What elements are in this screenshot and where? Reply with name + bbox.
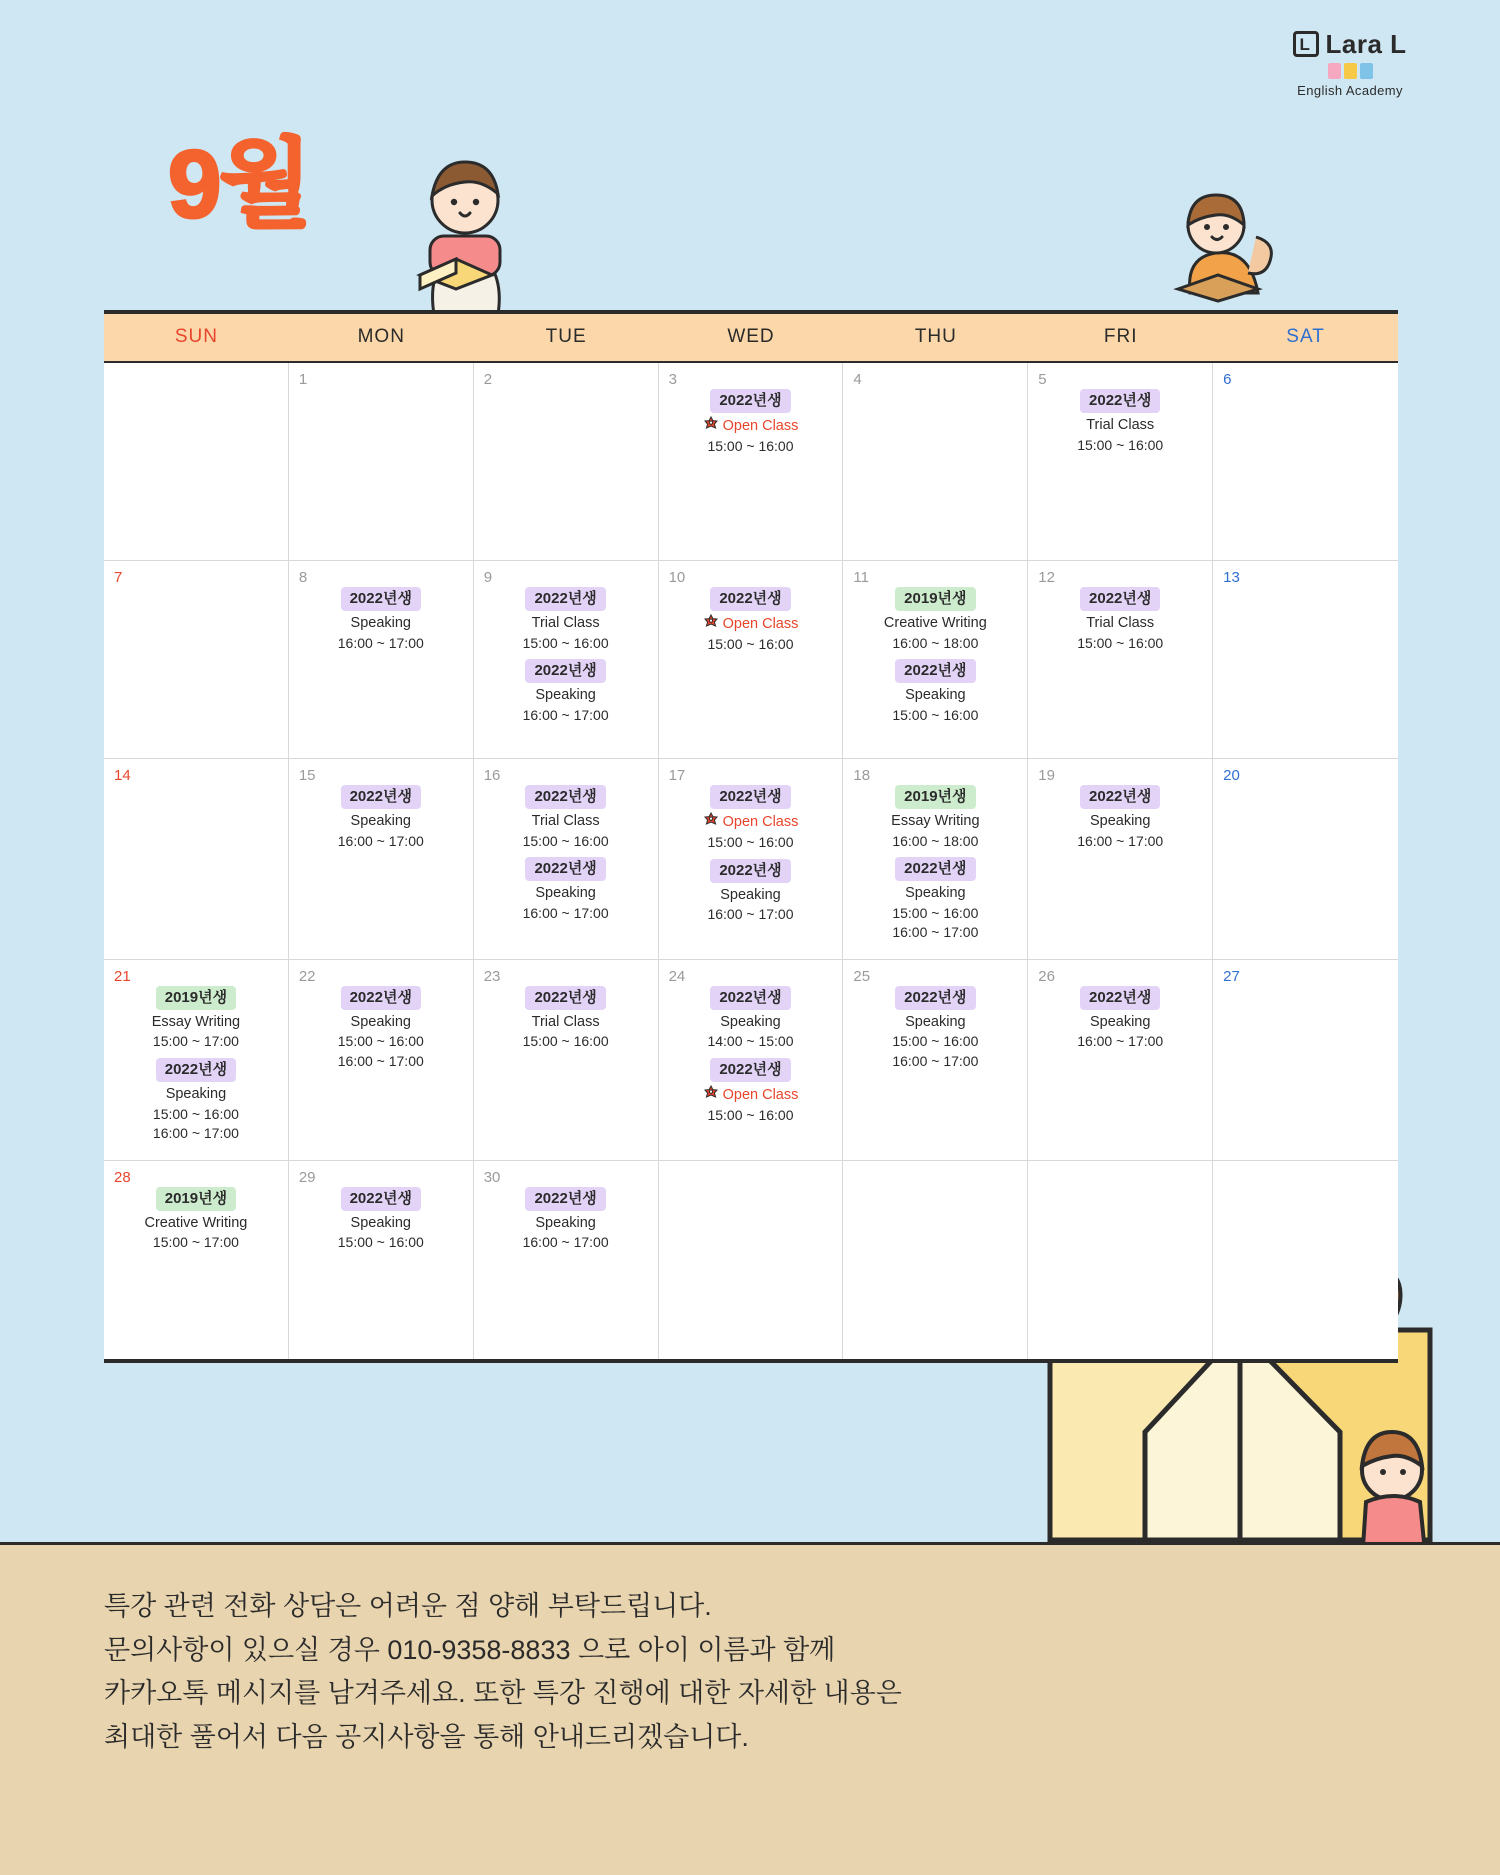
- calendar-event[interactable]: [295, 1187, 467, 1253]
- calendar-week: [104, 561, 1398, 759]
- event-time: 15:00 ~ 16:00: [337, 1234, 424, 1251]
- event-time: 15:00 ~ 16:00: [522, 1033, 609, 1050]
- event-title: Speaking: [905, 1013, 966, 1030]
- calendar-day-cell[interactable]: [289, 1161, 474, 1359]
- calendar-event[interactable]: [665, 986, 837, 1052]
- event-time: 16:00 ~ 17:00: [337, 634, 424, 651]
- star-icon: [703, 1085, 719, 1106]
- calendar-empty-cell: [104, 363, 289, 561]
- event-title: Open Class: [722, 615, 799, 632]
- calendar-weeks: [104, 363, 1398, 1359]
- day-events: [295, 986, 467, 1072]
- event-title: Speaking: [720, 886, 781, 903]
- calendar-day-cell[interactable]: [659, 759, 844, 960]
- day-events: [849, 587, 1021, 725]
- event-age-tag: 2022년생: [1080, 389, 1160, 413]
- day-events: [665, 587, 837, 655]
- calendar-week: [104, 1161, 1398, 1359]
- event-age-tag: 2022년생: [1080, 587, 1160, 611]
- calendar-day-cell[interactable]: [1028, 561, 1213, 759]
- day-number: 23: [483, 967, 501, 985]
- calendar-event[interactable]: [295, 986, 467, 1072]
- event-time: 16:00 ~ 17:00: [522, 706, 609, 723]
- event-time: 15:00 ~ 16:00: [892, 706, 979, 723]
- calendar-event[interactable]: [1034, 986, 1206, 1052]
- calendar-event[interactable]: [110, 986, 282, 1052]
- calendar-empty-cell: [843, 1161, 1028, 1359]
- event-age-tag: 2022년생: [1080, 986, 1160, 1010]
- day-number: 11: [853, 569, 869, 586]
- calendar-day-cell[interactable]: [659, 960, 844, 1161]
- event-title: Trial Class: [531, 1013, 600, 1030]
- calendar-event[interactable]: [110, 1187, 282, 1253]
- event-title: Speaking: [535, 687, 596, 704]
- event-title: Speaking: [1089, 813, 1151, 829]
- event-title: Trial Class: [531, 615, 600, 631]
- event-time: 16:00 ~ 17:00: [892, 924, 979, 941]
- event-title: Essay Writing: [891, 813, 980, 829]
- event-title: Speaking: [720, 1013, 781, 1030]
- event-time: 16:00 ~ 18:00: [892, 832, 979, 849]
- notice-line-4: 최대한 풀어서 다음 공지사항을 통해 안내드리겠습니다.: [104, 1722, 749, 1753]
- weekday-tue: TUE: [545, 326, 587, 347]
- calendar-day-cell[interactable]: [289, 759, 474, 960]
- event-title: Trial Class: [531, 813, 600, 829]
- day-events: [849, 785, 1021, 943]
- day-number: 19: [1038, 767, 1055, 784]
- event-age-tag: 2019년생: [156, 986, 236, 1010]
- event-title: Speaking: [535, 1214, 596, 1231]
- event-age-tag: 2022년생: [525, 1187, 605, 1211]
- day-number: 17: [668, 767, 686, 784]
- day-events: [1034, 785, 1206, 851]
- event-age-tag: 2022년생: [1080, 785, 1160, 809]
- event-time: 15:00 ~ 16:00: [707, 636, 794, 652]
- notice-text: [104, 1585, 1054, 1760]
- calendar-day-cell[interactable]: [843, 960, 1028, 1161]
- event-time: 14:00 ~ 15:00: [707, 1033, 794, 1050]
- event-time: 15:00 ~ 16:00: [152, 1105, 239, 1122]
- event-age-tag: 2022년생: [341, 986, 421, 1010]
- calendar-empty-cell: [1213, 1161, 1398, 1359]
- event-title: Open Class: [722, 417, 799, 434]
- day-events: [665, 785, 837, 925]
- event-age-tag: 2022년생: [710, 587, 790, 611]
- calendar-event[interactable]: [295, 587, 467, 653]
- day-events: [665, 389, 837, 457]
- day-events: [295, 1187, 467, 1253]
- day-number: 30: [483, 1168, 501, 1186]
- calendar-empty-cell: [659, 1161, 844, 1359]
- event-time: 16:00 ~ 17:00: [892, 1053, 979, 1070]
- logo-badge-letter: L: [1293, 31, 1319, 57]
- calendar-day-cell[interactable]: [104, 561, 289, 759]
- day-events: [1034, 587, 1206, 653]
- event-time: 16:00 ~ 17:00: [337, 1053, 424, 1070]
- calendar-day-cell[interactable]: [1028, 960, 1213, 1161]
- calendar-day-cell[interactable]: [474, 960, 659, 1161]
- event-age-tag: 2022년생: [710, 1058, 790, 1082]
- notice-line-3: 카카오톡 메시지를 남겨주세요. 또한 특강 진행에 대한 자세한 내용은: [104, 1678, 902, 1709]
- event-time: 16:00 ~ 17:00: [1077, 832, 1164, 849]
- day-number: 28: [114, 1168, 131, 1186]
- calendar-event[interactable]: [110, 1058, 282, 1144]
- calendar-day-cell[interactable]: [474, 363, 659, 561]
- calendar-day-cell[interactable]: [104, 1161, 289, 1359]
- event-title: Speaking: [350, 1013, 411, 1030]
- weekday-thu: THU: [914, 326, 957, 347]
- open-class-row: [665, 416, 837, 437]
- logo-name: Lara L: [1325, 28, 1407, 59]
- day-events: [1034, 389, 1206, 455]
- event-title: Speaking: [905, 885, 966, 902]
- event-time: 16:00 ~ 17:00: [522, 1234, 609, 1251]
- day-number: 27: [1223, 967, 1240, 985]
- calendar-day-cell[interactable]: [104, 759, 289, 960]
- event-age-tag: 2022년생: [710, 785, 790, 809]
- event-time: 16:00 ~ 17:00: [1077, 1033, 1164, 1050]
- day-number: 18: [853, 767, 871, 784]
- weekday-sat: SAT: [1286, 326, 1325, 347]
- calendar-day-cell[interactable]: [289, 363, 474, 561]
- weekday-mon: MON: [357, 326, 405, 347]
- calendar-event[interactable]: [295, 785, 467, 851]
- calendar-event[interactable]: [849, 986, 1021, 1072]
- event-title: Essay Writing: [151, 1013, 241, 1030]
- calendar-event[interactable]: [665, 389, 837, 457]
- calendar-event[interactable]: [480, 785, 652, 851]
- event-title: Speaking: [350, 813, 411, 829]
- event-time: 16:00 ~ 17:00: [707, 906, 794, 923]
- day-number: 14: [114, 767, 131, 784]
- day-number: 16: [483, 767, 501, 784]
- star-icon: [703, 812, 719, 833]
- event-time: 15:00 ~ 16:00: [707, 438, 794, 454]
- day-number: 1: [298, 371, 308, 388]
- calendar-day-cell[interactable]: [474, 1161, 659, 1359]
- calendar-empty-cell: [1028, 1161, 1213, 1359]
- event-age-tag: 2019년생: [156, 1187, 236, 1211]
- academy-logo: [1240, 28, 1460, 98]
- day-number: 22: [298, 967, 316, 985]
- event-age-tag: 2022년생: [710, 389, 790, 413]
- event-age-tag: 2022년생: [341, 587, 421, 611]
- event-time: 16:00 ~ 17:00: [337, 832, 424, 849]
- day-number: 7: [114, 569, 123, 586]
- calendar-day-cell[interactable]: [1028, 759, 1213, 960]
- calendar-event[interactable]: [1034, 587, 1206, 653]
- day-events: [480, 587, 652, 725]
- calendar-event[interactable]: [480, 857, 652, 923]
- event-age-tag: 2022년생: [710, 859, 790, 883]
- day-events: [295, 587, 467, 653]
- calendar-day-cell[interactable]: [1213, 759, 1398, 960]
- day-number: 9: [483, 569, 493, 586]
- day-number: 29: [298, 1168, 316, 1186]
- day-number: 6: [1223, 371, 1232, 388]
- event-age-tag: 2022년생: [156, 1058, 236, 1082]
- day-number: 13: [1223, 569, 1240, 586]
- event-age-tag: 2022년생: [710, 986, 790, 1010]
- event-title: Speaking: [350, 1214, 411, 1231]
- calendar-week: [104, 363, 1398, 561]
- notice-line-1: 특강 관련 전화 상담은 어려운 점 양해 부탁드립니다.: [104, 1591, 712, 1621]
- calendar-day-cell[interactable]: [659, 363, 844, 561]
- event-time: 15:00 ~ 16:00: [522, 832, 609, 849]
- calendar-event[interactable]: [480, 1187, 652, 1253]
- event-age-tag: 2022년생: [341, 785, 421, 809]
- notice-band: [0, 1542, 1500, 1875]
- day-number: 2: [483, 371, 493, 388]
- event-time: 16:00 ~ 18:00: [892, 634, 979, 651]
- open-class-row: [665, 614, 837, 635]
- event-title: Trial Class: [1086, 417, 1155, 433]
- calendar-event[interactable]: [1034, 785, 1206, 851]
- calendar-week: [104, 960, 1398, 1161]
- event-age-tag: 2022년생: [895, 857, 975, 881]
- notice-line-2: 문의사항이 있으실 경우 010-9358-8833 으로 아이 이름과 함께: [104, 1634, 836, 1665]
- event-age-tag: 2022년생: [525, 587, 605, 611]
- event-time: 15:00 ~ 16:00: [892, 1033, 979, 1050]
- calendar-day-cell[interactable]: [1213, 363, 1398, 561]
- calendar-day-cell[interactable]: [474, 561, 659, 759]
- star-icon: [703, 614, 719, 635]
- event-age-tag: 2022년생: [525, 857, 605, 881]
- event-time: 15:00 ~ 17:00: [152, 1234, 239, 1251]
- event-time: 15:00 ~ 16:00: [1077, 436, 1164, 453]
- event-title: Open Class: [722, 813, 799, 830]
- day-events: [480, 785, 652, 923]
- event-title: Speaking: [905, 687, 966, 704]
- event-time: 15:00 ~ 16:00: [1077, 634, 1164, 651]
- event-time: 15:00 ~ 16:00: [522, 634, 609, 651]
- event-age-tag: 2022년생: [525, 986, 605, 1010]
- calendar-day-cell[interactable]: [289, 561, 474, 759]
- event-time: 15:00 ~ 17:00: [152, 1033, 239, 1050]
- event-time: 15:00 ~ 16:00: [707, 1107, 794, 1124]
- calendar-day-cell[interactable]: [1213, 960, 1398, 1161]
- event-age-tag: 2019년생: [895, 785, 975, 809]
- calendar-day-cell[interactable]: [104, 960, 289, 1161]
- open-class-row: [665, 1085, 837, 1106]
- day-number: 20: [1223, 767, 1240, 784]
- calendar-event[interactable]: [480, 587, 652, 653]
- weekday-fri: FRI: [1103, 326, 1138, 347]
- day-number: 21: [114, 967, 131, 985]
- event-time: 15:00 ~ 16:00: [892, 904, 979, 921]
- day-number: 25: [853, 967, 871, 985]
- day-events: [849, 986, 1021, 1072]
- day-events: [295, 785, 467, 851]
- calendar-event[interactable]: [665, 859, 837, 925]
- calendar-event[interactable]: [849, 659, 1021, 725]
- calendar-event[interactable]: [480, 986, 652, 1052]
- page-title: 9월: [168, 131, 311, 238]
- calendar-day-cell[interactable]: [659, 561, 844, 759]
- calendar-event[interactable]: [480, 659, 652, 725]
- day-events: [110, 1187, 282, 1253]
- weekday-header: [104, 314, 1398, 363]
- day-number: 15: [298, 767, 316, 784]
- calendar-day-cell[interactable]: [1213, 561, 1398, 759]
- day-number: 4: [853, 371, 862, 388]
- day-events: [110, 986, 282, 1144]
- event-age-tag: 2022년생: [895, 659, 975, 683]
- event-time: 15:00 ~ 16:00: [337, 1033, 424, 1050]
- event-title: Creative Writing: [144, 1214, 248, 1231]
- day-events: [480, 1187, 652, 1253]
- event-age-tag: 2022년생: [525, 659, 605, 683]
- calendar-event[interactable]: [849, 857, 1021, 943]
- event-title: Speaking: [535, 885, 596, 902]
- event-title: Speaking: [165, 1086, 227, 1103]
- calendar-event[interactable]: [665, 785, 837, 853]
- calendar-event[interactable]: [665, 587, 837, 655]
- event-age-tag: 2022년생: [525, 785, 605, 809]
- day-number: 5: [1038, 371, 1047, 388]
- event-age-tag: 2022년생: [895, 986, 975, 1010]
- open-class-row: [665, 812, 837, 833]
- event-time: 15:00 ~ 16:00: [707, 834, 794, 850]
- calendar-day-cell[interactable]: [1028, 363, 1213, 561]
- event-time: 16:00 ~ 17:00: [152, 1125, 239, 1142]
- calendar-day-cell[interactable]: [843, 759, 1028, 960]
- calendar-day-cell[interactable]: [843, 561, 1028, 759]
- event-title: Creative Writing: [883, 615, 987, 631]
- calendar-day-cell[interactable]: [843, 363, 1028, 561]
- star-icon: [703, 416, 719, 437]
- calendar-event[interactable]: [665, 1058, 837, 1126]
- day-number: 3: [668, 371, 677, 388]
- day-number: 8: [298, 569, 308, 586]
- event-age-tag: 2022년생: [341, 1187, 421, 1211]
- calendar-day-cell[interactable]: [474, 759, 659, 960]
- day-events: [1034, 986, 1206, 1052]
- event-title: Open Class: [722, 1086, 799, 1103]
- calendar-event[interactable]: [1034, 389, 1206, 455]
- event-title: Trial Class: [1086, 615, 1155, 631]
- event-title: Speaking: [1089, 1013, 1151, 1030]
- day-events: [480, 986, 652, 1052]
- weekday-wed: WED: [727, 326, 775, 347]
- event-time: 16:00 ~ 17:00: [522, 904, 609, 921]
- weekday-sun: SUN: [174, 326, 218, 347]
- girl-reading-illustration: [1160, 185, 1290, 305]
- event-age-tag: 2019년생: [895, 587, 975, 611]
- day-number: 24: [668, 967, 686, 985]
- day-number: 26: [1038, 967, 1055, 985]
- event-title: Speaking: [350, 615, 411, 631]
- logo-subtitle: English Academy: [1297, 82, 1403, 98]
- day-number: 12: [1038, 569, 1055, 586]
- calendar-day-cell[interactable]: [289, 960, 474, 1161]
- logo-color-blocks: [1328, 63, 1373, 79]
- calendar-event[interactable]: [849, 587, 1021, 653]
- day-events: [665, 986, 837, 1126]
- calendar: [104, 310, 1398, 1363]
- calendar-week: [104, 759, 1398, 960]
- calendar-event[interactable]: [849, 785, 1021, 851]
- day-number: 10: [668, 569, 686, 586]
